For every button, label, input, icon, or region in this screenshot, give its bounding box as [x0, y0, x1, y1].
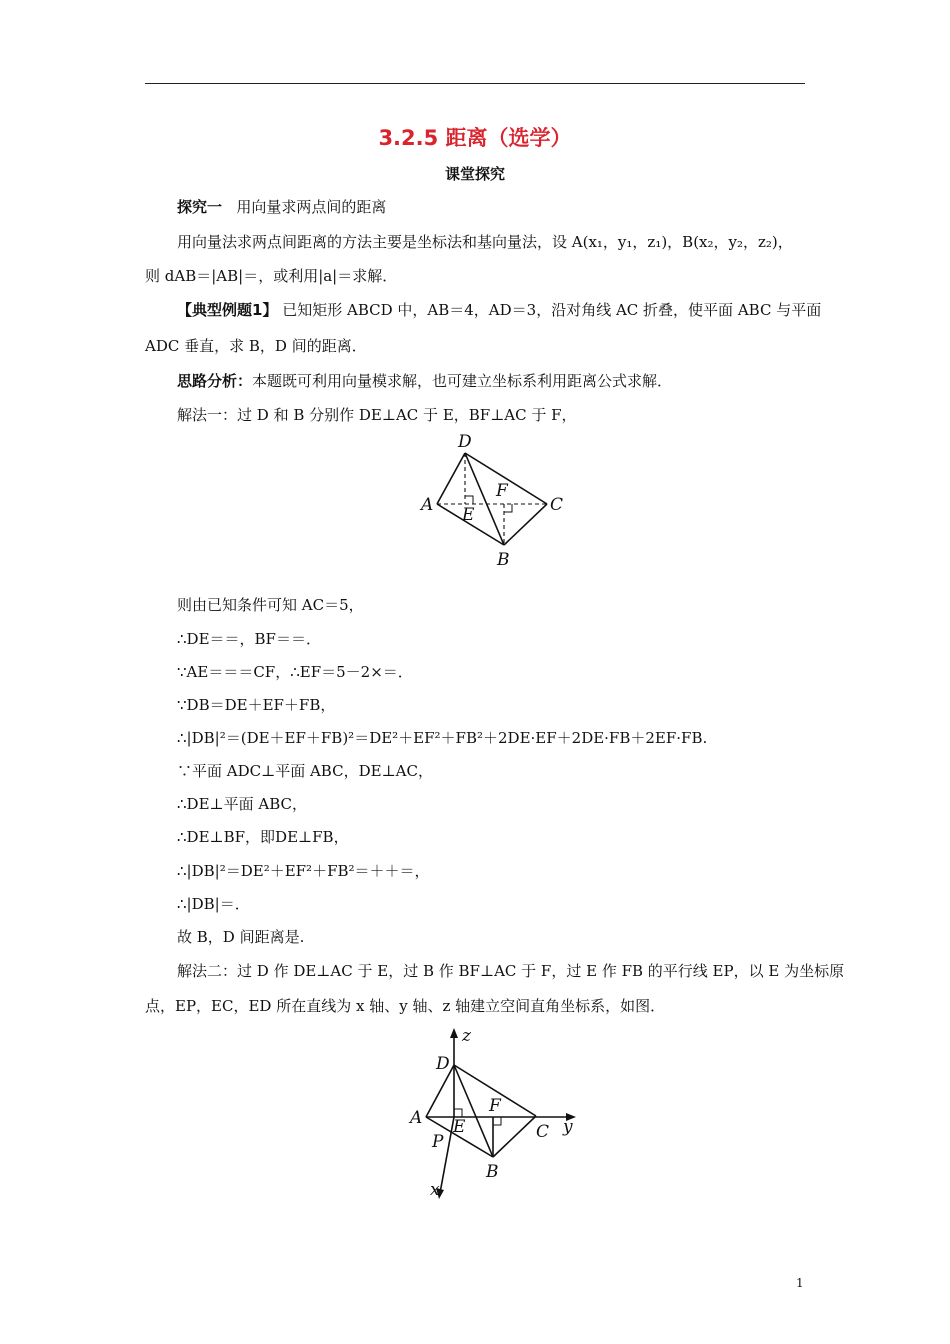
- solution1-line-6: ∵平面 ADC⊥平面 ABC，DE⊥AC，: [177, 762, 433, 780]
- fig2-label-c: C: [536, 1122, 550, 1142]
- example-line1: [177, 300, 821, 320]
- solution1-line-8: ∴DE⊥BF，即DE⊥FB，: [177, 828, 349, 846]
- method1-intro: 解法一：过 D 和 B 分别作 DE⊥AC 于 E，BF⊥AC 于 F，: [177, 406, 577, 424]
- fig1-label-f: F: [496, 481, 508, 501]
- page-subtitle: 课堂探究: [444, 165, 505, 183]
- method2-line1: 解法二：过 D 作 DE⊥AC 于 E，过 B 作 BF⊥AC 于 F，过 E 作 FB 的平行线 EP，以 E 为坐标原: [177, 962, 845, 980]
- analysis-line: [177, 371, 672, 391]
- fig1-label-c: C: [550, 495, 564, 515]
- para1-line2: 则 dAB＝|AB|＝，或利用|a|＝求解．: [145, 267, 398, 285]
- section-heading-text: 用向量求两点间的距离: [236, 198, 387, 216]
- fig2-label-d: D: [436, 1054, 450, 1074]
- solution1-line-5: ∴|DB|²＝(DE＋EF＋FB)²＝DE²＋EF²＋FB²＋2DE·EF＋2DE·FB＋2EF·FB.: [177, 729, 708, 747]
- analysis-label: 思路分析：: [177, 372, 253, 390]
- solution1-line-7: ∴DE⊥平面 ABC，: [177, 795, 308, 813]
- solution1-line-3: ∵AE＝＝＝CF，∴EF＝5－2×＝．: [177, 663, 413, 681]
- header-rule: [145, 83, 805, 84]
- solution1-line-4: ∵DB＝DE＋EF＋FB，: [177, 696, 336, 714]
- analysis-text: 本题既可利用向量模求解，也可建立坐标系利用距离公式求解．: [252, 372, 673, 390]
- para1-line1: 用向量法求两点间距离的方法主要是坐标法和基向量法，设 A(x₁，y₁，z₁)，B(x₂，y₂，z₂)，: [177, 233, 793, 251]
- example-line2: ADC 垂直，求 B，D 间的距离．: [145, 337, 367, 355]
- solution1-line-2: ∴DE＝＝，BF＝＝．: [177, 630, 321, 648]
- fig1-label-b: B: [497, 550, 510, 570]
- page-number: 1: [796, 1276, 804, 1290]
- fig2-label-b: B: [486, 1162, 499, 1182]
- fig2-label-e: E: [453, 1117, 466, 1137]
- fig1-label-d: D: [458, 432, 472, 452]
- fig2-label-x: x: [430, 1180, 440, 1200]
- fig2-label-a: A: [410, 1108, 423, 1128]
- fig2-label-p: P: [432, 1132, 444, 1152]
- solution1-line-11: 故 B，D 间距离是.: [177, 928, 305, 946]
- fig2-label-f: F: [489, 1096, 501, 1116]
- fig1-label-e: E: [462, 505, 475, 525]
- solution1-line-9: ∴|DB|²＝DE²＋EF²＋FB²＝＋＋＝，: [177, 862, 430, 880]
- figure-coordinate-diagram: [400, 1025, 590, 1205]
- page-title: 3.2.5 距离（选学）: [378, 126, 572, 150]
- example-text: 已知矩形 ABCD 中，AB＝4，AD＝3，沿对角线 AC 折叠，使平面 ABC 与平面: [282, 301, 822, 319]
- solution1-line-10: ∴|DB|＝．: [177, 895, 250, 913]
- section-heading: [177, 197, 386, 217]
- fig2-label-z: z: [462, 1026, 471, 1046]
- method2-line2: 点，EP，EC，ED 所在直线为 x 轴、y 轴、z 轴建立空间直角坐标系，如图．: [145, 997, 666, 1015]
- section-heading-label: 探究一: [177, 198, 223, 216]
- fig1-label-a: A: [421, 495, 434, 515]
- solution1-line-1: 则由已知条件可知 AC＝5，: [177, 596, 364, 614]
- figure-fold-diagram: [410, 428, 570, 573]
- example-label: 【典型例题1】: [177, 301, 278, 319]
- fig2-label-y: y: [563, 1117, 573, 1137]
